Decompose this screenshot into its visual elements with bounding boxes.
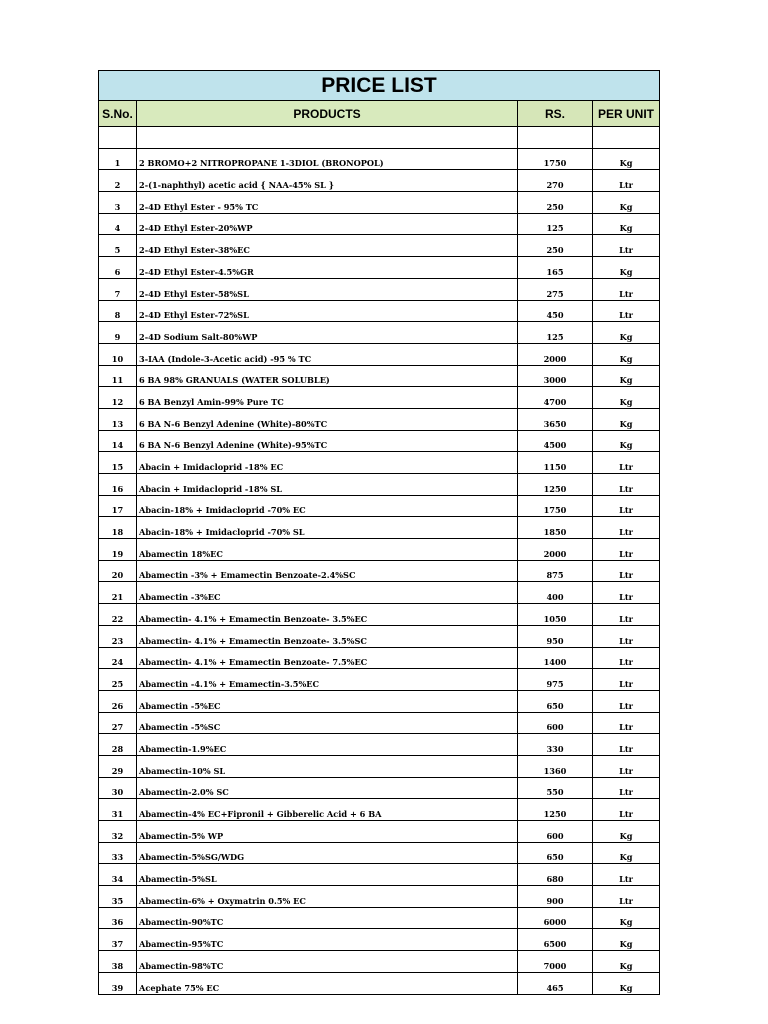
cell-unit: Ltr <box>593 474 660 496</box>
cell-price: 1250 <box>518 474 593 496</box>
cell-price: 250 <box>518 192 593 214</box>
cell-product: Abamectin -3%EC <box>137 582 518 604</box>
table-row <box>99 213 660 235</box>
cell-product: Abamectin- 4.1% + Emamectin Benzoate- 7.5%EC <box>137 647 518 669</box>
table-row <box>99 842 660 864</box>
table-row <box>99 517 660 539</box>
column-header-per-unit: PER UNIT <box>593 101 660 127</box>
cell-unit: Kg <box>593 907 660 929</box>
cell-sno: 17 <box>99 495 137 517</box>
cell-price: 3650 <box>518 408 593 430</box>
table-row <box>99 690 660 712</box>
cell-sno: 21 <box>99 582 137 604</box>
cell-unit: Ltr <box>593 690 660 712</box>
cell-unit: Ltr <box>593 300 660 322</box>
cell-price: 275 <box>518 278 593 300</box>
cell-price: 650 <box>518 842 593 864</box>
cell-price: 6500 <box>518 929 593 951</box>
cell-sno: 38 <box>99 951 137 973</box>
cell-price: 400 <box>518 582 593 604</box>
cell-unit: Ltr <box>593 170 660 192</box>
cell-unit: Ltr <box>593 777 660 799</box>
cell-price: 465 <box>518 972 593 994</box>
cell-product: 3-IAA (Indole-3-Acetic acid) -95 % TC <box>137 343 518 365</box>
cell-unit: Ltr <box>593 755 660 777</box>
table-row <box>99 755 660 777</box>
table-row <box>99 582 660 604</box>
table-row <box>99 647 660 669</box>
cell-unit: Kg <box>593 148 660 170</box>
cell-sno: 27 <box>99 712 137 734</box>
cell-unit: Kg <box>593 257 660 279</box>
cell-product: 2-4D Sodium Salt-80%WP <box>137 322 518 344</box>
cell-sno: 26 <box>99 690 137 712</box>
table-row <box>99 951 660 973</box>
table-row <box>99 864 660 886</box>
cell-price: 1750 <box>518 495 593 517</box>
cell-price: 3000 <box>518 365 593 387</box>
cell-unit: Ltr <box>593 799 660 821</box>
cell-price: 1400 <box>518 647 593 669</box>
cell-price: 1050 <box>518 604 593 626</box>
cell-product: Abamectin-98%TC <box>137 951 518 973</box>
cell-product: Acephate 75% EC <box>137 972 518 994</box>
cell-product: 2-4D Ethyl Ester-20%WP <box>137 213 518 235</box>
cell-price: 4700 <box>518 387 593 409</box>
cell-product: 2-4D Ethyl Ester-72%SL <box>137 300 518 322</box>
cell-product: Abacin-18% + Imidacloprid -70% EC <box>137 495 518 517</box>
cell-product: 6 BA Benzyl Amin-99% Pure TC <box>137 387 518 409</box>
cell-sno: 35 <box>99 886 137 908</box>
cell-price: 600 <box>518 712 593 734</box>
cell-sno: 2 <box>99 170 137 192</box>
cell-sno: 11 <box>99 365 137 387</box>
cell-sno: 8 <box>99 300 137 322</box>
cell-sno: 14 <box>99 430 137 452</box>
cell-price: 250 <box>518 235 593 257</box>
table-row <box>99 821 660 843</box>
cell-product: Abamectin -4.1% + Emamectin-3.5%EC <box>137 669 518 691</box>
cell-product: Abacin + Imidacloprid -18% SL <box>137 474 518 496</box>
table-row <box>99 452 660 474</box>
cell-product: Abamectin-90%TC <box>137 907 518 929</box>
column-header-products: PRODUCTS <box>137 101 518 127</box>
cell-product: Abamectin-95%TC <box>137 929 518 951</box>
cell-product: 2-4D Ethyl Ester-58%SL <box>137 278 518 300</box>
cell-sno: 9 <box>99 322 137 344</box>
cell-sno: 22 <box>99 604 137 626</box>
table-row <box>99 669 660 691</box>
table-row <box>99 430 660 452</box>
cell-unit: Kg <box>593 387 660 409</box>
cell-sno: 19 <box>99 539 137 561</box>
cell-sno: 6 <box>99 257 137 279</box>
cell-product: Abamectin- 4.1% + Emamectin Benzoate- 3.5%EC <box>137 604 518 626</box>
cell-sno: 34 <box>99 864 137 886</box>
cell-price: 600 <box>518 821 593 843</box>
cell-unit: Ltr <box>593 235 660 257</box>
cell-price: 6000 <box>518 907 593 929</box>
cell-price: 875 <box>518 560 593 582</box>
table-row <box>99 799 660 821</box>
table-row <box>99 972 660 994</box>
table-row <box>99 560 660 582</box>
cell-unit: Ltr <box>593 712 660 734</box>
table-row <box>99 495 660 517</box>
cell-product: 2-4D Ethyl Ester-38%EC <box>137 235 518 257</box>
cell-price: 950 <box>518 625 593 647</box>
cell-product: Abamectin-2.0% SC <box>137 777 518 799</box>
cell-unit: Kg <box>593 408 660 430</box>
cell-price: 1150 <box>518 452 593 474</box>
cell-product: 2-4D Ethyl Ester-4.5%GR <box>137 257 518 279</box>
cell-sno: 10 <box>99 343 137 365</box>
table-row <box>99 907 660 929</box>
cell-product: Abamectin-5% WP <box>137 821 518 843</box>
table-row <box>99 474 660 496</box>
cell-sno: 16 <box>99 474 137 496</box>
cell-price: 1850 <box>518 517 593 539</box>
cell-price: 2000 <box>518 539 593 561</box>
cell-price: 1750 <box>518 148 593 170</box>
table-row <box>99 148 660 170</box>
table-row <box>99 257 660 279</box>
cell-unit: Ltr <box>593 278 660 300</box>
cell-product: 6 BA 98% GRANUALS (WATER SOLUBLE) <box>137 365 518 387</box>
cell-product: Abamectin-1.9%EC <box>137 734 518 756</box>
cell-unit: Kg <box>593 213 660 235</box>
table-row <box>99 343 660 365</box>
cell-product: 2-4D Ethyl Ester - 95% TC <box>137 192 518 214</box>
cell-sno: 25 <box>99 669 137 691</box>
spacer-row <box>99 127 660 149</box>
cell-product: Abamectin-6% + Oxymatrin 0.5% EC <box>137 886 518 908</box>
title-row <box>99 71 660 101</box>
cell-unit: Ltr <box>593 560 660 582</box>
column-header-sno: S.No. <box>99 101 137 127</box>
cell-unit: Ltr <box>593 864 660 886</box>
cell-price: 1250 <box>518 799 593 821</box>
cell-sno: 39 <box>99 972 137 994</box>
cell-product: 2-(1-naphthyl) acetic acid { NAA-45% SL } <box>137 170 518 192</box>
cell-unit: Ltr <box>593 604 660 626</box>
cell-unit: Ltr <box>593 734 660 756</box>
cell-product: Abacin-18% + Imidacloprid -70% SL <box>137 517 518 539</box>
cell-product: Abamectin 18%EC <box>137 539 518 561</box>
cell-product: Abamectin-10% SL <box>137 755 518 777</box>
table-row <box>99 235 660 257</box>
cell-unit: Ltr <box>593 625 660 647</box>
cell-price: 270 <box>518 170 593 192</box>
table-row <box>99 387 660 409</box>
cell-price: 450 <box>518 300 593 322</box>
cell-product: 6 BA N-6 Benzyl Adenine (White)-80%TC <box>137 408 518 430</box>
cell-product: Abamectin -3% + Emamectin Benzoate-2.4%SC <box>137 560 518 582</box>
table-body <box>99 127 660 995</box>
cell-price: 650 <box>518 690 593 712</box>
cell-product: 6 BA N-6 Benzyl Adenine (White)-95%TC <box>137 430 518 452</box>
cell-unit: Kg <box>593 343 660 365</box>
cell-product: Abamectin-5%SG/WDG <box>137 842 518 864</box>
cell-price: 2000 <box>518 343 593 365</box>
cell-sno: 32 <box>99 821 137 843</box>
cell-price: 975 <box>518 669 593 691</box>
cell-unit: Ltr <box>593 517 660 539</box>
cell-unit: Ltr <box>593 647 660 669</box>
table-row <box>99 929 660 951</box>
cell-price: 125 <box>518 213 593 235</box>
cell-product: 2 BROMO+2 NITROPROPANE 1-3DIOL (BRONOPOL) <box>137 148 518 170</box>
cell-price: 1360 <box>518 755 593 777</box>
table-row <box>99 734 660 756</box>
table-row <box>99 712 660 734</box>
cell-price: 330 <box>518 734 593 756</box>
table-row <box>99 192 660 214</box>
cell-unit: Ltr <box>593 452 660 474</box>
cell-sno: 36 <box>99 907 137 929</box>
table-row <box>99 170 660 192</box>
column-header-rs: RS. <box>518 101 593 127</box>
cell-unit: Kg <box>593 322 660 344</box>
cell-price: 7000 <box>518 951 593 973</box>
cell-sno: 3 <box>99 192 137 214</box>
cell-product: Abamectin -5%EC <box>137 690 518 712</box>
cell-sno: 24 <box>99 647 137 669</box>
cell-product: Abamectin-5%SL <box>137 864 518 886</box>
cell-sno: 1 <box>99 148 137 170</box>
cell-unit: Ltr <box>593 495 660 517</box>
table-row <box>99 278 660 300</box>
cell-sno: 33 <box>99 842 137 864</box>
cell-sno: 29 <box>99 755 137 777</box>
page-title: PRICE LIST <box>99 71 660 101</box>
cell-unit: Kg <box>593 192 660 214</box>
cell-product: Abamectin- 4.1% + Emamectin Benzoate- 3.5%SC <box>137 625 518 647</box>
cell-sno: 12 <box>99 387 137 409</box>
cell-sno: 28 <box>99 734 137 756</box>
cell-sno: 15 <box>99 452 137 474</box>
cell-unit: Kg <box>593 430 660 452</box>
cell-sno: 31 <box>99 799 137 821</box>
cell-price: 900 <box>518 886 593 908</box>
cell-unit: Kg <box>593 842 660 864</box>
cell-unit: Ltr <box>593 582 660 604</box>
cell-price: 550 <box>518 777 593 799</box>
cell-sno: 20 <box>99 560 137 582</box>
table-row <box>99 539 660 561</box>
cell-price: 125 <box>518 322 593 344</box>
table-row <box>99 365 660 387</box>
cell-price: 680 <box>518 864 593 886</box>
cell-sno: 7 <box>99 278 137 300</box>
table-row <box>99 886 660 908</box>
cell-sno: 30 <box>99 777 137 799</box>
cell-unit: Ltr <box>593 539 660 561</box>
cell-product: Abamectin -5%SC <box>137 712 518 734</box>
price-list-table <box>98 70 660 995</box>
cell-product: Abacin + Imidacloprid -18% EC <box>137 452 518 474</box>
cell-price: 165 <box>518 257 593 279</box>
table-row <box>99 322 660 344</box>
cell-sno: 5 <box>99 235 137 257</box>
cell-sno: 18 <box>99 517 137 539</box>
cell-unit: Kg <box>593 972 660 994</box>
cell-unit: Kg <box>593 365 660 387</box>
table-row <box>99 604 660 626</box>
table-row <box>99 408 660 430</box>
cell-sno: 37 <box>99 929 137 951</box>
cell-unit: Ltr <box>593 886 660 908</box>
cell-sno: 13 <box>99 408 137 430</box>
cell-unit: Kg <box>593 821 660 843</box>
cell-unit: Kg <box>593 951 660 973</box>
table-row <box>99 300 660 322</box>
cell-sno: 4 <box>99 213 137 235</box>
cell-product: Abamectin-4% EC+Fipronil + Gibberelic Acid + 6 BA <box>137 799 518 821</box>
table-row <box>99 777 660 799</box>
table-row <box>99 625 660 647</box>
cell-unit: Kg <box>593 929 660 951</box>
cell-unit: Ltr <box>593 669 660 691</box>
header-row <box>99 101 660 127</box>
cell-price: 4500 <box>518 430 593 452</box>
cell-sno: 23 <box>99 625 137 647</box>
